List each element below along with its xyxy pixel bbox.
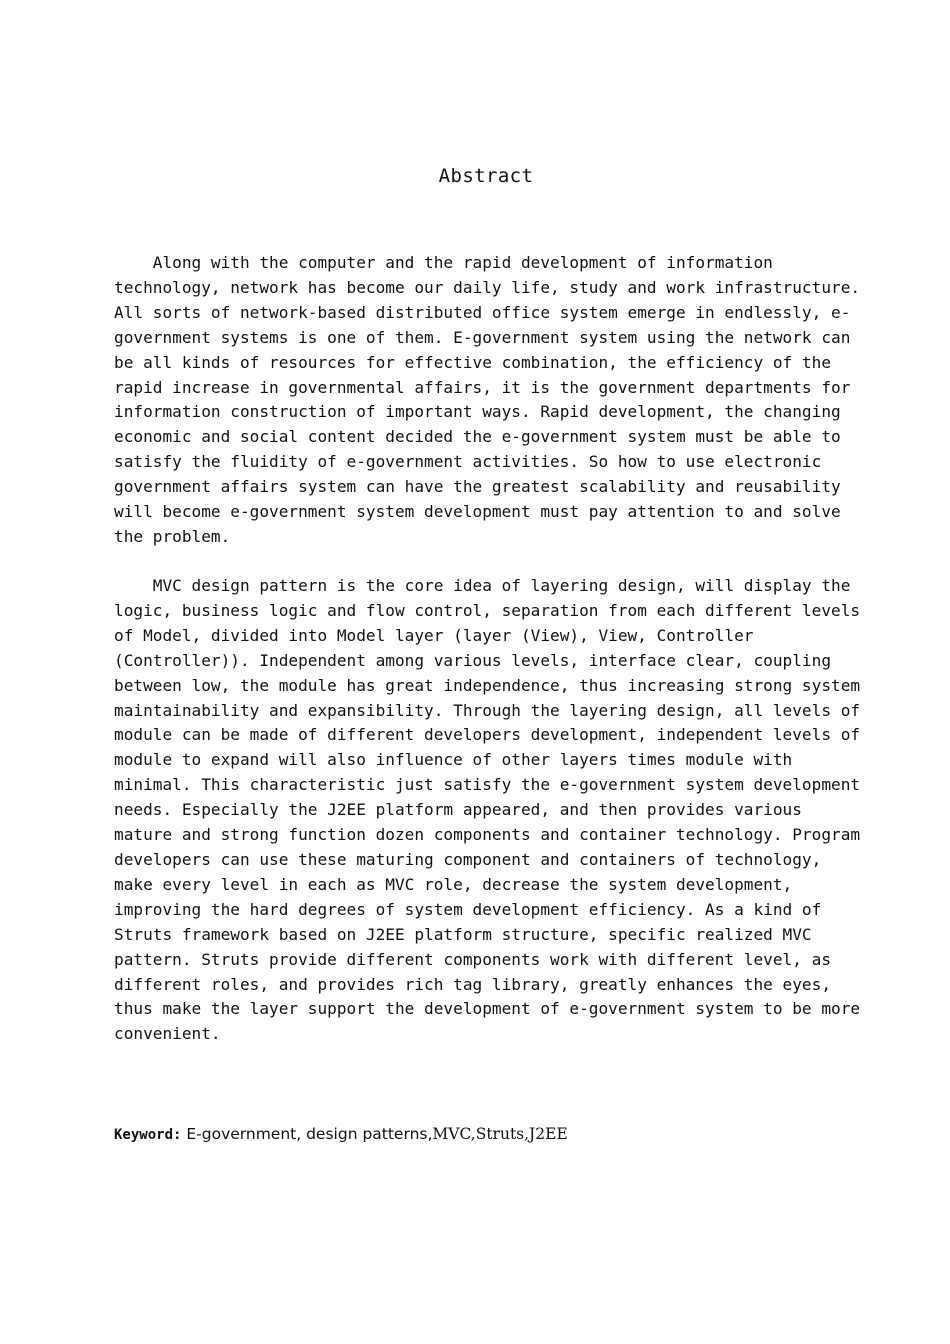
keywords-list-part-2: MVC,Struts,J2EE (432, 1125, 568, 1143)
page-title: Abstract (438, 165, 534, 187)
abstract-paragraph-2: MVC design pattern is the core idea of layering design, will display the logic, business logic and flow control, separation from each different levels of Model, divided into Model layer (layer (View), View, Controller (Controller)). Independent among various levels, interface clear, coupling between low, the module has great independence, thus increasing strong system maintainability and expansibility. Through the layering design, all levels of module can be made of different developers development, independent levels of module to expand will also influence of other layers times module with minimal. This characteristic just satisfy the e-government system development needs. Especially the J2EE platform appeared, and then provides various mature and strong function dozen components and container technology. Program developers can use these maturing component and containers of technology, make every level in each as MVC role, decrease the system development, improving the hard degrees of system development efficiency. As a kind of Struts framework based on J2EE platform structure, specific realized MVC pattern. Struts provide different components work with different level, as different roles, and provides rich tag library, greatly enhances the eyes, thus make the layer support the development of e-government system to be more convenient. (114, 576, 861, 1044)
abstract-paragraph-1: Along with the computer and the rapid development of information technology, network has become our daily life, study and work infrastructure. All sorts of network-based distributed office system emerge in endlessly, e- government systems is one of them. E-government system using the network can be all kinds of resources for effective combination, the efficiency of the rapid increase in governmental affairs, it is the government departments for information construction of important ways. Rapid development, the changing economic and social content decided the e-government system must be able to satisfy the fluidity of e-government activities. So how to use electronic government affairs system can have the greatest scalability and reusability will become e-government system development must pay attention to and solve the problem. (114, 253, 861, 546)
keywords-list-part-1: E-government, design patterns, (181, 1125, 433, 1143)
keywords-label: Keyword: (114, 1127, 182, 1143)
keywords-line (114, 1123, 568, 1146)
